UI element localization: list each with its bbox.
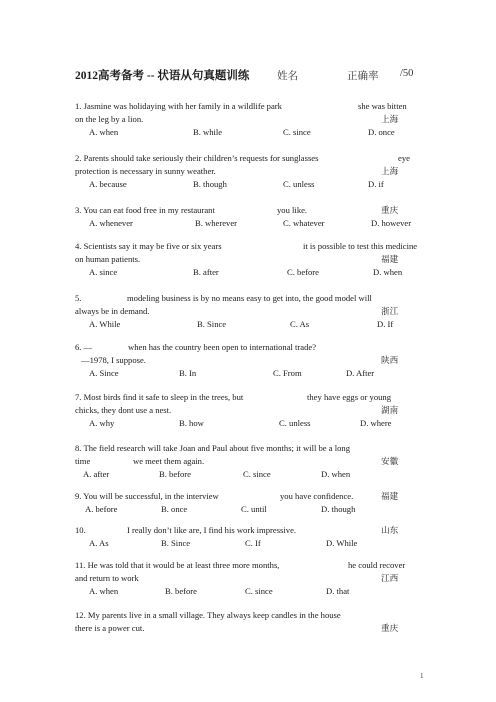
option-b[interactable]: B. before [165, 586, 197, 596]
province-tag: 山东 [381, 525, 399, 535]
option-d[interactable]: D. however [371, 218, 412, 228]
question-9 [75, 490, 415, 516]
option-d[interactable]: D. that [326, 586, 350, 596]
question-text: 12. My parents live in a small village. They always keep candles in the house [75, 610, 341, 620]
option-c[interactable]: C. unless [283, 179, 315, 189]
question-text: 4. Scientists say it may be five or six years [75, 241, 222, 251]
question-7 [75, 391, 415, 430]
option-b[interactable]: B. before [159, 469, 191, 479]
option-b[interactable]: B. Since [161, 538, 191, 548]
question-text-cont: time [75, 456, 91, 466]
question-6 [75, 341, 415, 380]
option-b[interactable]: B. In [179, 368, 197, 378]
question-text: 5. [75, 293, 82, 303]
question-text: 2. Parents should take seriously their children’s requests for sunglasses [75, 153, 319, 163]
option-c[interactable]: C. until [241, 504, 267, 514]
option-a[interactable]: A. While [89, 319, 121, 329]
province-tag: 浙江 [381, 306, 399, 316]
question-text: 7. Most birds find it safe to sleep in the trees, but [75, 392, 244, 402]
option-a[interactable]: A. whenever [89, 218, 133, 228]
question-text-after-blank: when has the country been open to international trade? [128, 342, 317, 352]
province-tag: 陕西 [381, 355, 399, 365]
option-b[interactable]: B. how [179, 418, 204, 428]
option-b[interactable]: B. once [161, 504, 188, 514]
option-c[interactable]: C. since [243, 469, 271, 479]
question-text-after-blank: you like. [277, 205, 308, 215]
question-text-cont: on human patients. [75, 254, 141, 264]
option-c[interactable]: C. since [245, 586, 273, 596]
option-c[interactable]: C. whatever [283, 218, 325, 228]
accuracy-label: 正确率 [347, 71, 379, 82]
question-text-cont: chicks, they dont use a nest. [75, 405, 172, 415]
province-tag: 重庆 [381, 623, 399, 633]
province-tag: 福建 [381, 491, 399, 501]
page-number: 1 [420, 672, 424, 680]
question-text: 1. Jasmine was holidaying with her family in a wildlife park [75, 101, 282, 111]
option-a[interactable]: A. since [89, 267, 118, 277]
question-text-after-blank: I really don’t like are, I find his work impressive. [127, 525, 297, 535]
option-a[interactable]: A. before [85, 504, 118, 514]
question-text-after-blank: he could recover [348, 560, 406, 570]
option-b[interactable]: B. Since [197, 319, 227, 329]
province-tag: 江西 [381, 573, 399, 583]
question-text: 11. He was told that it would be at least three more months, [75, 560, 280, 570]
province-tag: 湖南 [381, 405, 399, 415]
option-a[interactable]: A. because [89, 179, 127, 189]
option-c[interactable]: C. From [273, 368, 302, 378]
question-11 [75, 559, 415, 598]
question-text: 3. You can eat food free in my restaurant [75, 205, 215, 215]
option-c[interactable]: C. As [290, 319, 310, 329]
province-tag: 上海 [381, 166, 399, 176]
question-text-after-blank: you have confidence. [280, 491, 354, 501]
question-text: 6. — [75, 342, 93, 352]
question-text-cont: there is a power cut. [75, 623, 145, 633]
province-tag: 福建 [381, 254, 399, 264]
question-4 [75, 240, 418, 279]
option-d[interactable]: D. though [321, 504, 356, 514]
question-text: 10. [75, 525, 86, 535]
page-title: 2012高考备考 -- 状语从句真题训练 [75, 70, 250, 82]
question-1 [75, 100, 415, 139]
question-text: 9. You will be successful, in the interview [75, 491, 219, 501]
question-10 [75, 524, 415, 550]
province-tag: 上海 [381, 114, 399, 124]
option-d[interactable]: D. once [368, 127, 395, 137]
province-tag: 重庆 [381, 205, 399, 215]
option-d[interactable]: D. when [321, 469, 351, 479]
option-c[interactable]: C. since [283, 127, 311, 137]
option-b[interactable]: B. wherever [195, 218, 237, 228]
page-title-row [75, 67, 414, 83]
option-a[interactable]: A. why [89, 418, 115, 428]
name-label: 姓名 [277, 71, 298, 82]
question-text-after-blank: modeling business is by no means easy to get into, the good model will [127, 293, 372, 303]
option-d[interactable]: D. if [368, 179, 384, 189]
option-d[interactable]: D. when [373, 267, 403, 277]
option-a[interactable]: A. when [89, 127, 119, 137]
question-text-after-blank: it is possible to test this medicine [303, 241, 418, 251]
option-a[interactable]: A. after [83, 469, 110, 479]
option-d[interactable]: D. After [346, 368, 375, 378]
option-d[interactable]: D. While [326, 538, 358, 548]
option-a[interactable]: A. As [89, 538, 109, 548]
question-text-cont: on the leg by a lion. [75, 114, 144, 124]
option-a[interactable]: A. when [89, 586, 119, 596]
question-text-cont: and return to work [75, 573, 139, 583]
option-d[interactable]: D. where [360, 418, 392, 428]
option-c[interactable]: C. unless [279, 418, 311, 428]
option-d[interactable]: D. If [377, 319, 394, 329]
question-5 [75, 292, 415, 331]
question-text-cont: always be in demand. [75, 306, 150, 316]
question-text: 8. The field research will take Joan and Paul about five months; it will be a long [75, 443, 351, 453]
option-b[interactable]: B. though [193, 179, 227, 189]
question-8 [75, 442, 415, 481]
province-tag: 安徽 [381, 456, 399, 466]
question-text-after-blank: eye [398, 153, 410, 163]
option-c[interactable]: C. before [287, 267, 319, 277]
question-text-cont: protection is necessary in sunny weather. [75, 166, 216, 176]
question-3 [75, 204, 415, 230]
option-c[interactable]: C. If [245, 538, 261, 548]
question-text-after-blank: they have eggs or young [307, 392, 392, 402]
option-a[interactable]: A. Since [89, 368, 119, 378]
score-label: /50 [400, 68, 414, 79]
answer-line: —1978, I suppose. [81, 355, 146, 365]
question-text-after-blank: we meet them again. [133, 456, 205, 466]
question-12 [75, 609, 415, 635]
question-2 [75, 152, 415, 191]
question-text-after-blank: she was bitten [358, 101, 407, 111]
option-b[interactable]: B. after [193, 267, 219, 277]
option-b[interactable]: B. while [193, 127, 223, 137]
